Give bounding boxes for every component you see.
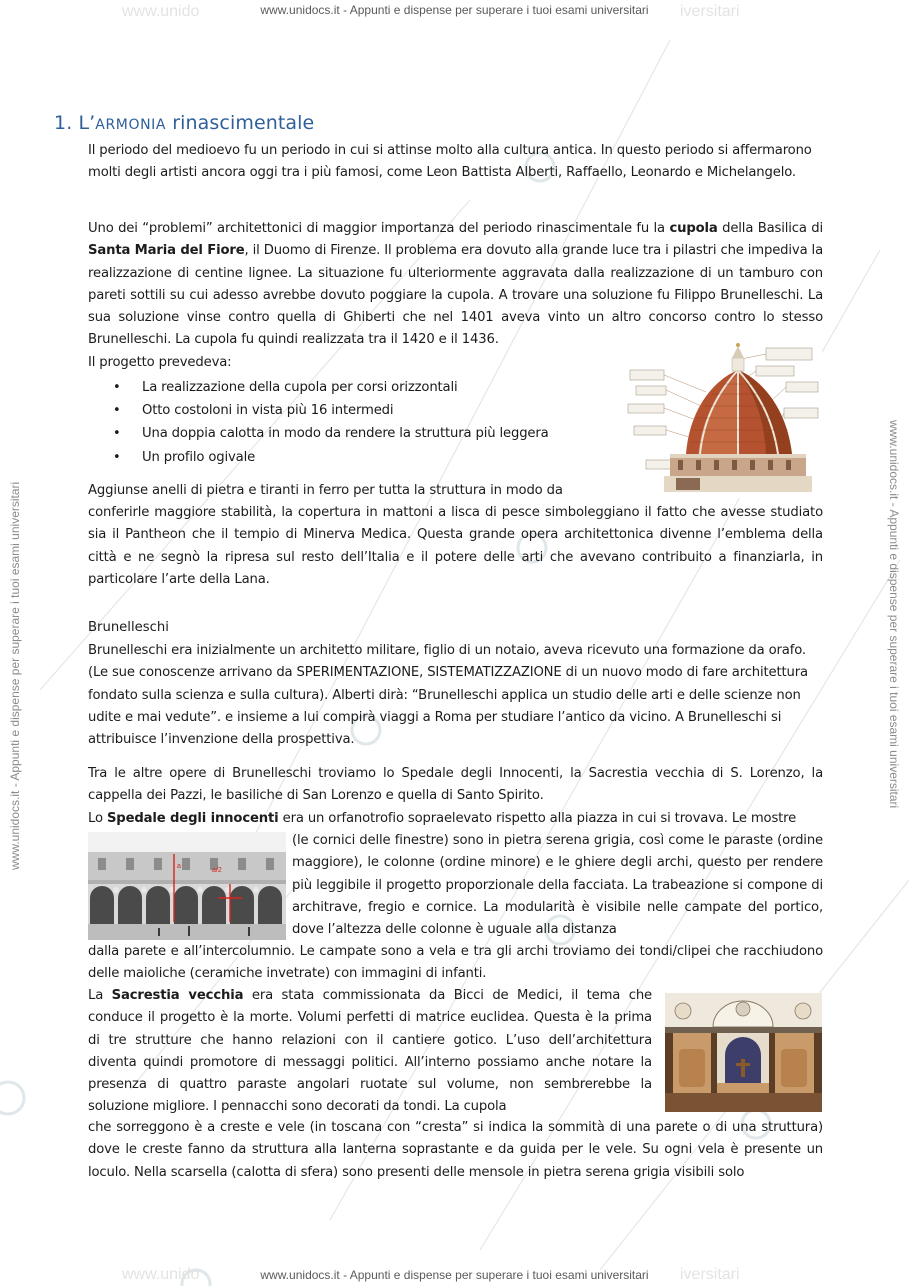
bold-cupola: cupola: [669, 221, 718, 236]
list-item: • La realizzazione della cupola per corsi orizzontali: [88, 376, 549, 399]
paragraph-cupola: Uno dei “problemi” architettonici di maggior importanza del periodo rinascimentale fu la cupola della Basilica di Santa Maria del Fiore, il Duomo di Firenze. Il problema era dovuto alla grande luce tra i pilastri che impediva la realizzazione di centine lignee. La situazione fu ulteriormente aggravata dalla realizzazione di un tamburo con pareti sottili su cui adesso avrebbe dovuto poggiare la cupola. A trovare una soluzione fu Filippo Brunelleschi. La sua soluzione vinse contro quella di Ghiberti che nel 1401 aveva vinto un altro concorso contro lo stesso Brunelleschi. La cupola fu quindi realizzata tra il 1420 e il 1436.: [88, 221, 823, 348]
cupola-diagram-image: [626, 342, 822, 498]
header-watermark: [0, 3, 909, 20]
footer-watermark: [0, 1268, 909, 1282]
left-side-watermark: www.unidocs.it - Appunti e dispense per superare i tuoi esami universitari: [8, 481, 22, 870]
header-watermark-text[interactable]: www.unidocs.it - Appunti e dispense per superare i tuoi esami universitari: [260, 3, 649, 17]
list-item: • Una doppia calotta in modo da rendere la struttura più leggera: [88, 422, 549, 445]
paragraph-anelli-line1: Aggiunse anelli di pietra e tiranti in ferro per tutta la struttura in modo da: [88, 483, 563, 498]
section-title-smallcaps: ARMONIA: [95, 117, 167, 133]
paragraph-sacrestia-full: che sorreggono è a creste e vele (in toscana con “cresta” si indica la sommità di una parete o di una struttura) dove le creste fanno da struttura alla lanterna soprastante e da guida per le vele. Su ogni vela è presente un loculo. Nella scarsella (calotta di sfera) sono presenti delle mensole in pietra serena grigia visibili solo: [88, 1120, 823, 1180]
list-item: • Un profilo ogivale: [88, 446, 549, 469]
sacrestia-vecchia-image: [665, 993, 822, 1112]
list-item: • Otto costoloni in vista più 16 intermedi: [88, 399, 549, 422]
footer-ghost-left: www.unido: [122, 1266, 200, 1283]
bold-santa-maria: Santa Maria del Fiore: [88, 243, 245, 259]
paragraph-anelli: conferirle maggiore stabilità, la copertura in mattoni a lisca di pesce simboleggiano il fatto che avesse studiato sia il Pantheon che il tempio di Minerva Medica. Questa grande opera architettonica divenne l’emblema della città e ne segnò la ripresa sul resto dell’Italia e il potere delle arti che avevano contribuito a finanziarla, in particolare l’arte della Lana.: [88, 505, 823, 587]
spedale-label-a2: a/2: [212, 867, 222, 874]
bold-sacrestia: Sacrestia vecchia: [111, 988, 244, 1003]
spedale-label-a: a: [177, 863, 181, 870]
progetto-list: [88, 376, 549, 469]
paragraph-spedale-line1: Lo Spedale degli innocenti era un orfanotrofio sopraelevato rispetto alla piazza in cui si trovava. Le mostre: [88, 811, 797, 826]
paragraph-brunelleschi: Brunelleschi era inizialmente un architetto militare, figlio di un notaio, aveva ricevuto una formazione da orafo. (Le sue conoscenze arrivano da SPERIMENTAZIONE, SISTEMATIZZAZIONE di un nuovo modo di fare architettura fondato sulla scienza e sulla cultura). Alberti dirà: “Brunelleschi applica un studio delle arti e delle scienze non udite e mai vedute”. e insieme a lui compirà viaggi a Roma per studiare l’antico da vicino. A Brunelleschi si attribuisce l’invenzione della prospettiva.: [88, 643, 808, 748]
paragraph-opere: Tra le altre opere di Brunelleschi troviamo lo Spedale degli Innocenti, la Sacrestia vecchia di S. Lorenzo, la cappella dei Pazzi, le basiliche di San Lorenzo e quella di Santo Spirito.: [88, 766, 823, 804]
right-side-watermark: www.unidocs.it - Appunti e dispense per superare i tuoi esami universitari: [887, 420, 901, 809]
paragraph-spedale-wrap: (le cornici delle finestre) sono in pietra serena grigia, così come le paraste (ordine maggiore), le colonne (ordine minore) e le ghiere degli archi, questo per rendere più leggibile il progetto proporzionale della facciata. La trabeazione si compone di architrave, fregio e cornice. La modularità è visibile nelle campate del portico, dove l’altezza delle colonne è uguale alla distanza: [292, 833, 823, 938]
section-heading: [54, 112, 314, 134]
section-title-rest: rinascimentale: [166, 112, 315, 134]
bold-spedale: Spedale degli innocenti: [106, 811, 279, 826]
paragraph-intro: Il periodo del medioevo fu un periodo in cui si attinse molto alla cultura antica. In questo periodo si affermarono molti degli artisti ancora oggi tra i più famosi, come Leon Battista Alberti, Raffaello, Leonardo e Michelangelo.: [88, 143, 812, 181]
section-number: 1.: [54, 112, 73, 134]
paragraph-sacrestia-wrap: La Sacrestia vecchia era stata commissionata da Bicci de Medici, il tema che conduce il progetto è la morte. Volumi perfetti di matrice euclidea. Questa è la prima di tre strutture che hanno relazioni con il cantiere gotico. L’uso dell’architettura diventa quindi promotore di messaggi politici. All’interno possiamo anche notare la presenza di quattro paraste angolari ruotate sul volume, non sembrerebbe la soluzione migliore. I pennacchi sono decorati da tondi. La cupola: [88, 988, 652, 1115]
header-ghost-right: iversitari: [680, 3, 740, 20]
paragraph-progetto-intro: Il progetto prevedeva:: [88, 355, 232, 370]
header-ghost-left: www.unido: [122, 3, 200, 20]
subheading-brunelleschi: Brunelleschi: [88, 620, 169, 635]
paragraph-spedale-full: dalla parete e all’intercolumnio. Le campate sono a vela e tra gli archi troviamo dei tondi/clipei che racchiudono delle maioliche (ceramiche invetrate) con immagini di infanti.: [88, 944, 823, 982]
spedale-innocenti-image: [88, 832, 286, 940]
footer-ghost-right: iversitari: [680, 1266, 740, 1283]
section-title-prefix: L’: [78, 112, 96, 134]
footer-watermark-text[interactable]: www.unidocs.it - Appunti e dispense per superare i tuoi esami universitari: [260, 1268, 649, 1282]
